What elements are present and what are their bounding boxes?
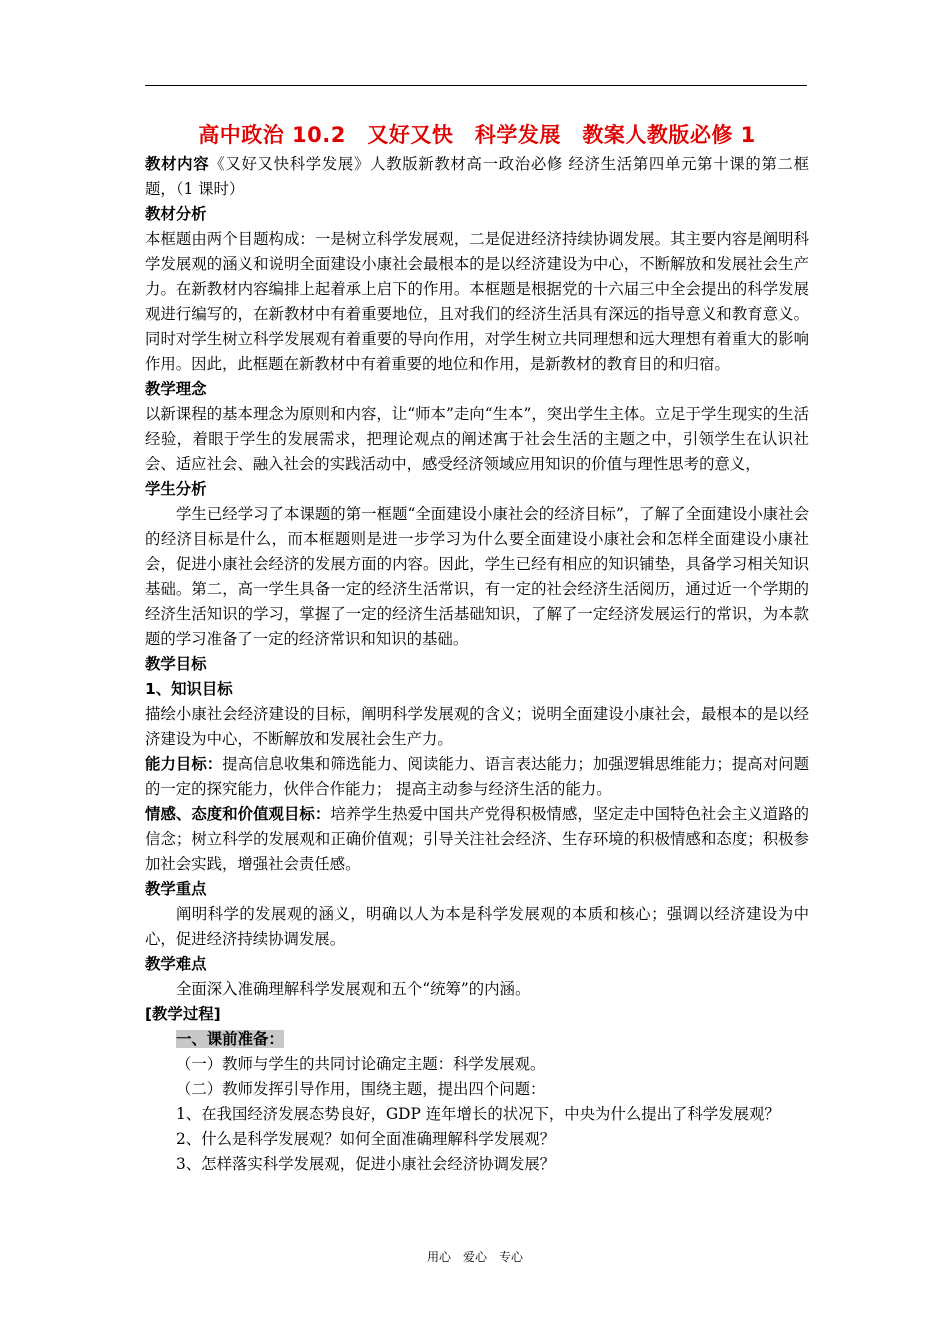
prep-heading (145, 1027, 809, 1052)
prep-item: （一）教师与学生的共同讨论确定主题：科学发展观。 (176, 1055, 546, 1073)
process-heading: [教学过程] (145, 1005, 221, 1023)
goal-heading: 教学目标 (145, 655, 207, 673)
difficulty-heading: 教学难点 (145, 955, 207, 973)
intro-paragraph (145, 152, 809, 202)
intro-label: 教材内容 (145, 155, 210, 173)
key-text: 阐明科学的发展观的涵义，明确以人为本是科学发展观的本质和核心；强调以经济建设为中心，促进经济持续协调发展。 (145, 905, 809, 948)
concept-text: 以新课程的基本理念为原则和内容，让“师本”走向“生本”，突出学生主体。立足于学生现实的生活经验，着眼于学生的发展需求，把理论观点的阐述寓于社会生活的主题之中，引领学生在认识社会、适应社会、融入社会的实践活动中，感受经济领域应用知识的价值与理性思考的意义， (145, 405, 809, 473)
emotion-text: 培养学生热爱中国共产党得积极情感，坚定走中国特色社会主义道路的信念；树立科学的发展观和正确价值观；引导关注社会经济、生存环境的积极情感和态度；积极参加社会实践，增强社会责任感。 (145, 805, 809, 873)
knowledge-text: 描绘小康社会经济建设的目标，阐明科学发展观的含义；说明全面建设小康社会，最根本的是以经济建设为中心，不断解放和发展社会生产力。 (145, 705, 809, 748)
knowledge-heading: 1、知识目标 (145, 680, 233, 698)
header-rule (145, 85, 807, 86)
ability-label: 能力目标： (145, 755, 223, 773)
prep-heading-highlight: 一、课前准备： (176, 1030, 284, 1048)
key-heading: 教学重点 (145, 880, 207, 898)
ability-paragraph (145, 752, 809, 802)
page-footer: 用心 爱心 专心 (426, 1250, 523, 1264)
document-title: 高中政治 10.2 又好又快 科学发展 教案人教版必修 1 (198, 123, 756, 147)
prep-item: 1、在我国经济发展态势良好，GDP 连年增长的状况下，中央为什么提出了科学发展观？ (176, 1105, 780, 1123)
ability-text: 提高信息收集和筛选能力、阅读能力、语言表达能力；加强逻辑思维能力；提高对问题的一定的探究能力，伙伴合作能力； 提高主动参与经济生活的能力。 (145, 755, 809, 798)
student-text: 学生已经学习了本课题的第一框题“全面建设小康社会的经济目标”，了解了全面建设小康社会的经济目标是什么，而本框题则是进一步学习为什么要全面建设小康社会和怎样全面建设小康社会，促进小康社会经济的发展方面的内容。因此，学生已经有相应的知识铺垫，具备学习相关知识基础。第二，高一学生具备一定的经济生活常识，有一定的社会经济生活阅历，通过近一个学期的经济生活知识的学习，掌握了一定的经济生活基础知识，了解了一定经济发展运行的常识，为本款题的学习准备了一定的经济常识和知识的基础。 (145, 505, 809, 648)
analysis-text: 本框题由两个目题构成：一是树立科学发展观，二是促进经济持续协调发展。其主要内容是阐明科学发展观的涵义和说明全面建设小康社会最根本的是以经济建设为中心，不断解放和发展社会生产力。在新教材内容编排上起着承上启下的作用。本框题是根据党的十六届三中全会提出的科学发展观进行编写的，在新教材中有着重要地位，且对我们的经济生活具有深远的指导意义和教育意义。同时对学生树立科学发展观有着重要的导向作用，对学生树立共同理想和远大理想有着重大的影响作用。因此，此框题在新教材中有着重要的地位和作用，是新教材的教育目的和归宿。 (145, 230, 809, 373)
document-body (145, 120, 809, 1177)
difficulty-text: 全面深入准确理解科学发展观和五个“统筹”的内涵。 (176, 980, 531, 998)
analysis-heading: 教材分析 (145, 205, 207, 223)
prep-item: （二）教师发挥引导作用，围绕主题，提出四个问题： (176, 1080, 546, 1098)
emotion-paragraph (145, 802, 809, 877)
prep-item: 3、怎样落实科学发展观，促进小康社会经济协调发展？ (176, 1155, 556, 1173)
concept-heading: 教学理念 (145, 380, 207, 398)
emotion-label: 情感、态度和价值观目标： (145, 805, 331, 823)
prep-item: 2、什么是科学发展观？如何全面准确理解科学发展观？ (176, 1130, 556, 1148)
intro-text: 《又好又快科学发展》人教版新教材高一政治必修 经济生活第四单元第十课的第二框题，（1 课时） (145, 155, 809, 198)
student-heading: 学生分析 (145, 480, 207, 498)
